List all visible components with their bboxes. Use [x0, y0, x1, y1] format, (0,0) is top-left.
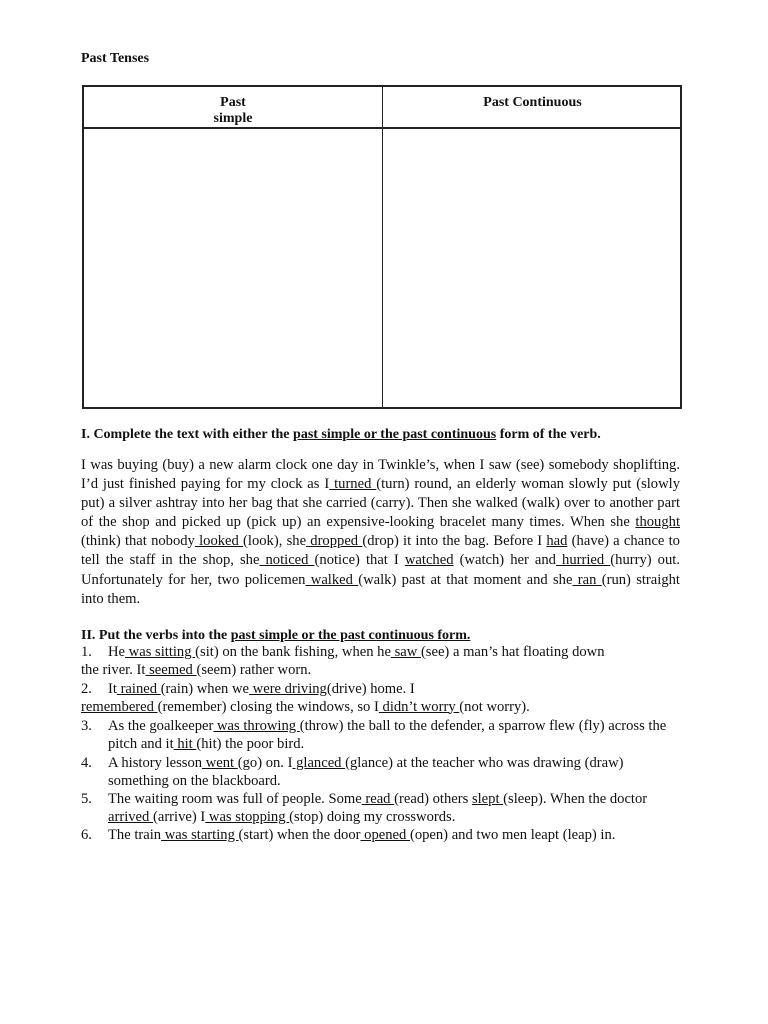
- answer-text: had: [546, 533, 568, 550]
- item-continuation: [81, 699, 681, 717]
- heading-underlined-text: past simple or the past continuous form.: [230, 628, 471, 643]
- exercise-text: (notice) that I: [314, 552, 405, 569]
- exercise-text: (glance) at the teacher who was drawing (draw) something on the blackboard.: [108, 755, 624, 789]
- exercise-text: As the goalkeeper: [108, 718, 214, 734]
- exercise-text: (have) a chance to tell the staff in the shop, she: [81, 533, 680, 569]
- item-number: 1.: [81, 644, 92, 660]
- list-item: [81, 755, 681, 790]
- answer-text: didn’t worry: [378, 698, 460, 715]
- exercise-text: (go) on. I: [237, 755, 293, 771]
- column-header-past-continuous: Past Continuous: [483, 95, 582, 110]
- page-title: Past Tenses: [81, 51, 150, 66]
- item-number: 6.: [81, 827, 92, 843]
- exercise-text: (rain) when we: [160, 681, 250, 697]
- tense-table: [82, 85, 682, 409]
- list-item: [81, 718, 681, 753]
- exercise-text: (watch) her and: [453, 552, 556, 569]
- exercise-text: (turn) round, an elderly woman slowly put (slowly put) a silver ashtray into her bag that she carried (carry). Then she walked (walk) over to another part of the shop and picked up (pick up) an expensive-looking bracelet many times. When she: [81, 476, 680, 531]
- answer-text: ran: [572, 571, 602, 588]
- answer-text: went: [202, 755, 238, 771]
- exercise-text: (walk) past at that moment and she: [358, 571, 573, 588]
- exercise-text: (drop) it into the bag. Before I: [362, 533, 547, 550]
- answer-text: read: [361, 791, 395, 807]
- answer-text: watched: [404, 552, 454, 569]
- answer-text: walked: [305, 571, 359, 588]
- item-number: 3.: [81, 718, 92, 734]
- item-continuation: [81, 662, 681, 680]
- answer-text: dropped: [306, 533, 363, 550]
- exercise-text: (hurry) out. Unfortunately for her, two policemen: [81, 552, 680, 588]
- exercise-text: (look), she: [243, 533, 307, 550]
- answer-text: was throwing: [213, 718, 300, 734]
- item-text: [108, 681, 415, 697]
- answer-text: hit: [173, 735, 197, 752]
- exercise-text: (remember) closing the windows, so I: [157, 698, 379, 715]
- answer-text: noticed: [259, 552, 315, 569]
- answer-text: opened: [360, 827, 410, 843]
- answer-text: slept: [471, 791, 504, 807]
- answer-text: seemed: [145, 661, 197, 678]
- exercise-text: It: [108, 681, 117, 697]
- item-text: [108, 827, 615, 843]
- exercise-text: (seem) rather worn.: [196, 661, 312, 678]
- table-divider-horizontal: [84, 127, 680, 129]
- item-text: [108, 718, 666, 752]
- list-item: [81, 791, 681, 826]
- exercise-text: (think) that nobody: [81, 533, 195, 550]
- exercise-text: (sit) on the bank fishing, when he: [195, 644, 391, 660]
- answer-text: remembered: [81, 698, 158, 715]
- exercise-text: He: [108, 644, 126, 660]
- item-text: [108, 755, 624, 789]
- exercise-1-paragraph: [81, 456, 680, 609]
- heading-text: I. Complete the text with either the: [81, 427, 294, 442]
- answer-text: turned: [329, 476, 377, 493]
- section-1-heading: [81, 427, 601, 443]
- exercise-text: (not worry).: [459, 698, 530, 715]
- exercise-text: (read) others: [394, 791, 472, 807]
- item-number: 5.: [81, 791, 92, 807]
- column-header-line: simple: [213, 111, 253, 126]
- exercise-text: A history lesson: [108, 755, 203, 771]
- answer-text: thought: [635, 514, 680, 531]
- answer-text: saw: [390, 644, 421, 660]
- exercise-text: The waiting room was full of people. Some: [108, 791, 362, 807]
- exercise-text: The train: [108, 827, 162, 843]
- table-divider-vertical: [382, 87, 383, 407]
- item-number: 4.: [81, 755, 92, 771]
- section-2-heading: [81, 628, 470, 644]
- answer-text: was starting: [161, 827, 239, 843]
- heading-underlined-text: past simple or the past continuous: [293, 427, 497, 442]
- exercise-text: (hit) the poor bird.: [196, 735, 305, 752]
- exercise-text: (drive) home. I: [326, 681, 415, 697]
- item-text: [108, 644, 605, 660]
- exercise-text: (stop) doing my crosswords.: [289, 808, 456, 825]
- column-header-past-simple: [84, 95, 382, 127]
- column-header-line: Past: [220, 95, 246, 110]
- answer-text: were driving: [249, 681, 327, 697]
- exercise-text: (open) and two men leapt (leap) in.: [409, 827, 616, 843]
- list-item: [81, 827, 681, 845]
- answer-text: was sitting: [125, 644, 196, 660]
- answer-text: rained: [116, 681, 161, 697]
- exercise-text: (sleep). When the doctor: [503, 791, 648, 807]
- item-number: 2.: [81, 681, 92, 697]
- answer-text: hurried: [555, 552, 611, 569]
- list-item: [81, 681, 681, 716]
- answer-text: was stopping: [205, 808, 290, 825]
- exercise-text: I was buying (buy) a new alarm clock one day in Twinkle’s, when I saw (see) somebody shoplifting. I’d just finished paying for my clock as I: [81, 457, 680, 493]
- exercise-text: (throw) the ball to the defender, a sparrow flew (fly) across the pitch and it: [108, 718, 667, 752]
- exercise-text: (arrive) I: [152, 808, 206, 825]
- heading-text: II. Put the verbs into the: [81, 628, 231, 643]
- answer-text: glanced: [292, 755, 346, 771]
- answer-text: looked: [194, 533, 244, 550]
- list-item: [81, 644, 681, 679]
- exercise-text: (see) a man’s hat floating down: [420, 644, 605, 660]
- exercise-2-list: [81, 644, 681, 845]
- exercise-text: (run) straight into them.: [81, 571, 680, 607]
- answer-text: arrived: [108, 808, 153, 825]
- exercise-text: the river. It: [81, 661, 146, 678]
- item-text: [108, 791, 647, 825]
- exercise-text: (start) when the door: [238, 827, 361, 843]
- heading-text: form of the verb.: [496, 427, 601, 442]
